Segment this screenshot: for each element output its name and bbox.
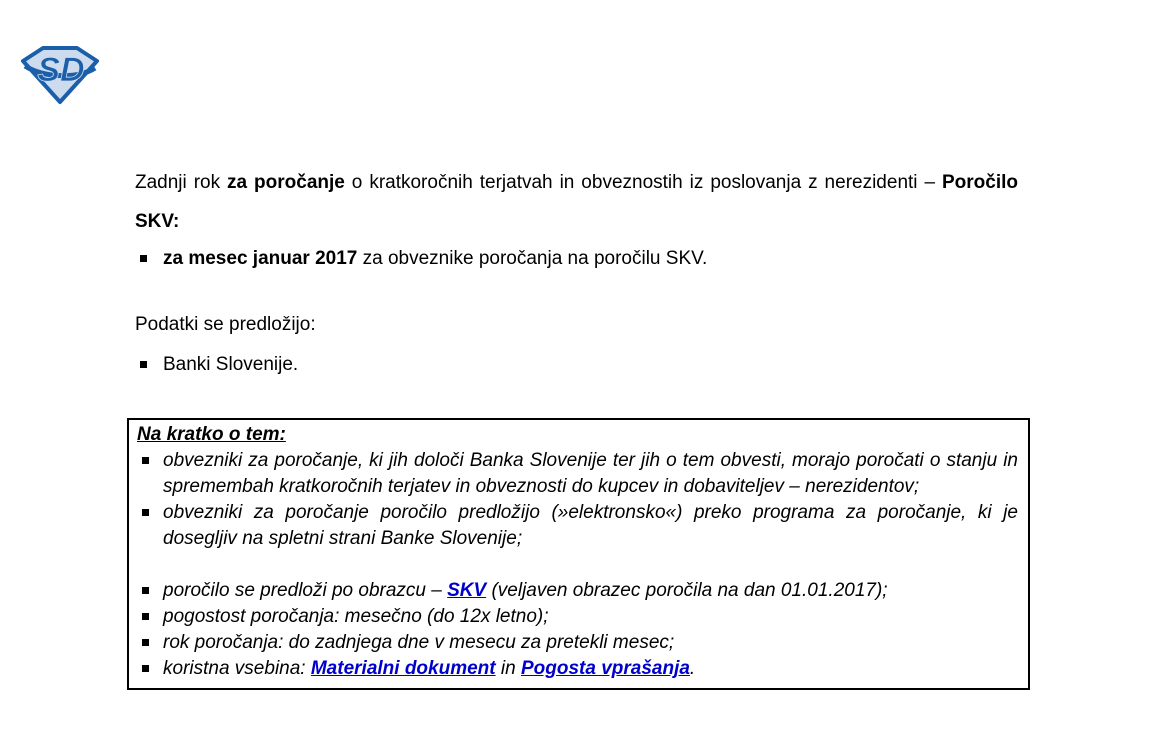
- list-item-januar: [135, 247, 1018, 271]
- summary-item: [137, 500, 1018, 552]
- bullet-icon: [137, 578, 163, 604]
- sd-logo: [20, 44, 100, 106]
- summary-item-text: koristna vsebina: Materialni dokument in Pogosta vprašanja.: [163, 658, 696, 679]
- summary-item: [137, 656, 1018, 682]
- summary-item-text: pogostost poročanja: mesečno (do 12x letno);: [163, 606, 549, 627]
- list-item-text: za mesec januar 2017 za obveznike poročanja na poročilu SKV.: [163, 248, 708, 269]
- list-item-text: Banki Slovenije.: [163, 354, 299, 375]
- logo-letters: SD: [37, 51, 85, 89]
- summary-box-title: Na kratko o tem:: [137, 424, 286, 445]
- summary-item: [137, 604, 1018, 630]
- summary-item: [137, 630, 1018, 656]
- summary-item-text: obvezniki za poročanje poročilo predložijo (»elektronsko«) preko programa za poročanje, ki je dosegljiv na spletni strani Banke Slovenije;: [163, 502, 1018, 549]
- link-skv[interactable]: SKV: [447, 580, 487, 601]
- bullet-icon: [135, 353, 163, 377]
- main-content: [135, 163, 1018, 377]
- summary-item: [137, 448, 1018, 500]
- link-pogosta-vprasanja[interactable]: Pogosta vprašanja: [520, 658, 690, 679]
- bullet-icon: [135, 247, 163, 271]
- summary-item-text: obvezniki za poročanje, ki jih določi Banka Slovenije ter jih o tem obvesti, morajo poročati o stanju in spremembah kratkoročnih terjatev in obveznosti do kupcev in dobaviteljev – nerezidentov;: [163, 450, 1018, 497]
- summary-item-text: rok poročanja: do zadnjega dne v mesecu za pretekli mesec;: [163, 632, 675, 653]
- bullet-icon: [137, 604, 163, 630]
- podatki-line: Podatki se predložijo:: [135, 314, 316, 335]
- summary-box: [127, 418, 1030, 690]
- bullet-icon: [137, 656, 163, 682]
- summary-item-text: poročilo se predloži po obrazcu – SKV (veljaven obrazec poročila na dan 01.01.2017);: [163, 580, 888, 601]
- bullet-icon: [137, 500, 163, 552]
- summary-item: [137, 578, 1018, 604]
- link-materialni-dokument[interactable]: Materialni dokument: [310, 658, 496, 679]
- intro-paragraph: Zadnji rok za poročanje o kratkoročnih terjatvah in obveznostih iz poslovanja z nerezidenti – Poročilo SKV:: [135, 172, 1018, 232]
- list-item-banki: [135, 353, 1018, 377]
- bullet-icon: [137, 630, 163, 656]
- bullet-icon: [137, 448, 163, 500]
